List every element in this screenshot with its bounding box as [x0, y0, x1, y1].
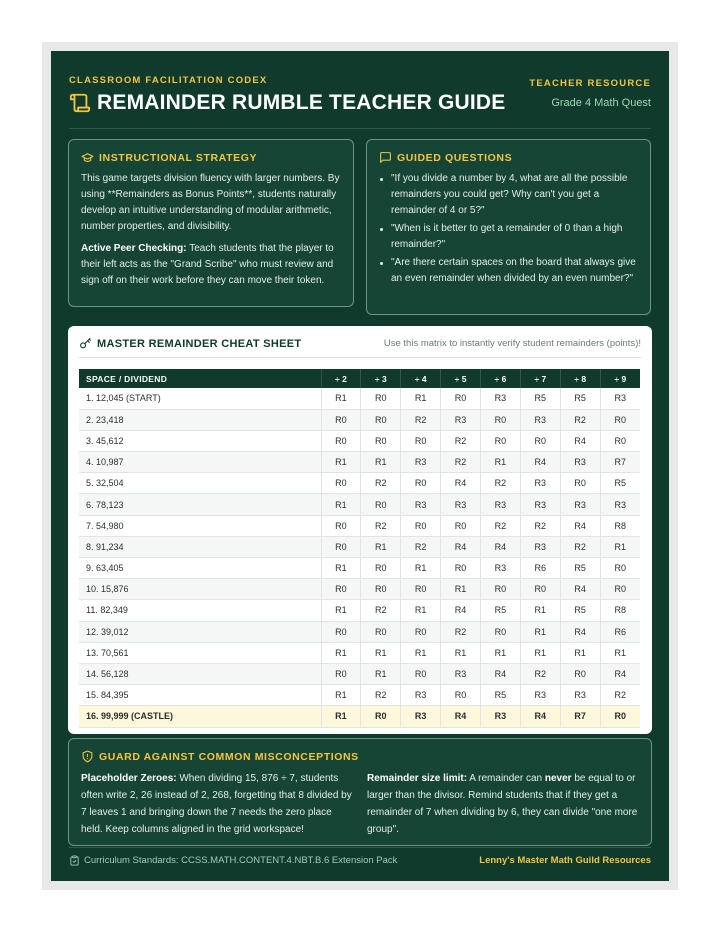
remainder-cell: R0: [361, 430, 401, 451]
remainder-cell: R0: [560, 663, 600, 684]
space-cell: 1. 12,045 (START): [79, 388, 321, 409]
remainder-cell: R4: [560, 621, 600, 642]
peer-checking-label: Active Peer Checking:: [81, 243, 187, 254]
remainder-cell: R0: [600, 558, 640, 579]
remainder-cell: R1: [321, 642, 361, 663]
remainder-cell: R0: [401, 473, 441, 494]
standards-text: Curriculum Standards: CCSS.MATH.CONTENT.4.NBT.B.6 Extension Pack: [84, 855, 398, 866]
remainder-cell: R0: [481, 409, 521, 430]
table-row: [79, 430, 640, 451]
questions-heading: [379, 151, 638, 164]
remainder-cell: R0: [441, 388, 481, 409]
remainder-cell: R3: [481, 706, 521, 727]
space-cell: 7. 54,980: [79, 515, 321, 536]
remainder-cell: R4: [481, 663, 521, 684]
remainder-cell: R1: [321, 706, 361, 727]
remainder-cell: R5: [481, 685, 521, 706]
remainder-cell: R1: [361, 536, 401, 557]
remainder-cell: R2: [600, 685, 640, 706]
space-cell: 2. 23,418: [79, 409, 321, 430]
guide-page: [51, 51, 669, 881]
column-header-divisor: ÷ 2: [321, 369, 361, 388]
resource-label: TEACHER RESOURCE: [529, 78, 651, 89]
column-header-divisor: ÷ 4: [401, 369, 441, 388]
remainder-cell: R2: [481, 515, 521, 536]
remainder-cell: R2: [441, 452, 481, 473]
space-cell: 8. 91,234: [79, 536, 321, 557]
remainder-cell: R3: [520, 536, 560, 557]
remainder-cell: R0: [520, 430, 560, 451]
remainder-cell: R3: [520, 685, 560, 706]
remainder-cell: R0: [600, 579, 640, 600]
remainder-cell: R0: [600, 409, 640, 430]
table-row: [79, 685, 640, 706]
remainder-cell: R5: [481, 600, 521, 621]
space-cell: 13. 70,561: [79, 642, 321, 663]
remainder-cell: R4: [520, 452, 560, 473]
strategy-heading: [81, 151, 341, 164]
remainder-cell: R3: [520, 473, 560, 494]
misconceptions-title: GUARD AGAINST COMMON MISCONCEPTIONS: [99, 750, 359, 763]
peer-checking-body: Teach students that the player to their left acts as the "Grand Scribe" who must review and sign off on their work before they can move their token.: [81, 243, 334, 286]
remainder-cell: R7: [560, 706, 600, 727]
remainder-cell: R8: [600, 600, 640, 621]
placeholder-zeroes-text: [81, 770, 353, 838]
remainder-cell: R5: [600, 473, 640, 494]
scroll-icon: [69, 92, 91, 114]
questions-list: [379, 171, 638, 287]
clipboard-check-icon: [69, 855, 80, 866]
remainder-cell: R1: [560, 642, 600, 663]
remainder-cell: R0: [481, 579, 521, 600]
remainder-cell: R2: [560, 536, 600, 557]
remainder-limit-label: Remainder size limit:: [367, 773, 468, 784]
remainder-cell: R2: [520, 663, 560, 684]
table-body: [79, 388, 640, 727]
remainder-cell: R3: [560, 494, 600, 515]
remainder-cell: R1: [321, 685, 361, 706]
page-title-row: [69, 91, 506, 115]
remainder-cell: R3: [441, 494, 481, 515]
remainder-cell: R0: [321, 536, 361, 557]
remainder-cell: R1: [321, 600, 361, 621]
strategy-title: INSTRUCTIONAL STRATEGY: [99, 151, 258, 164]
remainder-cell: R0: [401, 515, 441, 536]
remainder-cell: R3: [560, 685, 600, 706]
table-header-row: [79, 369, 640, 388]
table-row: [79, 579, 640, 600]
remainder-cell: R8: [600, 515, 640, 536]
cheat-sheet-heading: [79, 337, 301, 350]
remainder-cell: R1: [481, 452, 521, 473]
table-row: [79, 663, 640, 684]
remainder-cell: R1: [321, 452, 361, 473]
remainder-limit-text: [367, 770, 639, 838]
remainder-cell: R0: [321, 409, 361, 430]
remainder-cell: R6: [600, 621, 640, 642]
remainder-cell: R2: [361, 473, 401, 494]
space-cell: 9. 63,405: [79, 558, 321, 579]
remainder-cell: R3: [401, 685, 441, 706]
footer-credit: Lenny's Master Math Guild Resources: [479, 855, 651, 866]
page-footer: [69, 847, 651, 869]
table-row: [79, 388, 640, 409]
remainder-cell: R4: [441, 706, 481, 727]
remainder-cell: R0: [600, 706, 640, 727]
remainder-cell: R1: [401, 388, 441, 409]
remainder-cell: R0: [481, 621, 521, 642]
placeholder-zeroes-label: Placeholder Zeroes:: [81, 773, 177, 784]
grade-label: Grade 4 Math Quest: [551, 97, 651, 109]
remainder-cell: R5: [560, 388, 600, 409]
remainder-cell: R0: [520, 579, 560, 600]
header-kicker: CLASSROOM FACILITATION CODEX: [69, 75, 268, 86]
remainder-cell: R3: [600, 494, 640, 515]
remainder-cell: R4: [560, 579, 600, 600]
remainder-cell: R3: [481, 558, 521, 579]
remainder-cell: R2: [361, 685, 401, 706]
remainder-cell: R0: [441, 685, 481, 706]
space-cell: 11. 82,349: [79, 600, 321, 621]
table-row: [79, 706, 640, 727]
remainder-cell: R0: [321, 621, 361, 642]
misconceptions-card: [68, 738, 652, 846]
remainder-cell: R3: [401, 706, 441, 727]
remainder-cell: R0: [401, 579, 441, 600]
remainder-cell: R2: [441, 621, 481, 642]
remainder-cell: R1: [520, 621, 560, 642]
remainder-cell: R2: [520, 515, 560, 536]
remainder-cell: R1: [401, 642, 441, 663]
remainder-cell: R4: [600, 663, 640, 684]
misconceptions-columns: [81, 770, 639, 838]
remainder-cell: R0: [560, 473, 600, 494]
remainder-cell: R7: [600, 452, 640, 473]
strategy-card: [68, 139, 354, 307]
chat-bubble-icon: [379, 151, 392, 164]
question-item: "Are there certain spaces on the board that always give an even remainder when divided by an even number?": [379, 255, 638, 287]
remainder-cell: R3: [481, 388, 521, 409]
remainder-cell: R3: [560, 452, 600, 473]
remainder-cell: R0: [361, 494, 401, 515]
column-header-divisor: ÷ 5: [441, 369, 481, 388]
remainder-cell: R3: [441, 663, 481, 684]
remainder-cell: R3: [481, 494, 521, 515]
questions-title: GUIDED QUESTIONS: [397, 151, 513, 164]
placeholder-zeroes-body: When dividing 15, 876 ÷ 7, students often write 2, 26 instead of 2, 268, forgetting that 8 divided by 7 leaves 1 and bringing down the 7 needs the zero place held. Keep columns aligned in the grid workspace!: [81, 773, 352, 835]
table-row: [79, 621, 640, 642]
remainder-cell: R1: [600, 642, 640, 663]
table-row: [79, 452, 640, 473]
questions-card: [366, 139, 651, 315]
remainder-cell: R0: [441, 558, 481, 579]
remainder-cell: R1: [361, 452, 401, 473]
cheat-sheet-title: MASTER REMAINDER CHEAT SHEET: [97, 337, 302, 350]
peer-checking-text: [81, 241, 341, 289]
remainder-cell: R0: [401, 621, 441, 642]
table-row: [79, 473, 640, 494]
remainder-cell: R0: [361, 706, 401, 727]
cheat-sheet-panel: [68, 326, 652, 734]
misconceptions-heading: [81, 750, 639, 763]
standards-line: [69, 855, 397, 866]
remainder-cell: R2: [401, 409, 441, 430]
remainder-cell: R2: [361, 515, 401, 536]
remainder-cell: R2: [441, 430, 481, 451]
table-row: [79, 409, 640, 430]
remainder-cell: R1: [361, 642, 401, 663]
remainder-cell: R4: [560, 430, 600, 451]
page-title: REMAINDER RUMBLE TEACHER GUIDE: [97, 91, 506, 114]
remainder-cell: R3: [441, 409, 481, 430]
remainder-cell: R5: [560, 558, 600, 579]
column-header-divisor: ÷ 6: [481, 369, 521, 388]
column-header-space: SPACE / DIVIDEND: [79, 369, 321, 388]
remainder-cell: R1: [321, 494, 361, 515]
column-header-divisor: ÷ 9: [600, 369, 640, 388]
remainder-cell: R2: [560, 409, 600, 430]
remainder-cell: R0: [401, 430, 441, 451]
remainder-cell: R1: [600, 536, 640, 557]
remainder-cell: R0: [481, 430, 521, 451]
remainder-cell: R0: [361, 388, 401, 409]
remainder-cell: R0: [361, 621, 401, 642]
remainder-cell: R1: [481, 642, 521, 663]
remainder-cell: R1: [361, 663, 401, 684]
remainder-cell: R1: [520, 642, 560, 663]
header-meta: [529, 78, 651, 109]
key-icon: [79, 337, 92, 350]
remainder-cell: R1: [520, 600, 560, 621]
remainder-cell: R4: [481, 536, 521, 557]
remainder-cell: R0: [600, 430, 640, 451]
remainder-cell: R4: [441, 536, 481, 557]
space-cell: 5. 32,504: [79, 473, 321, 494]
cheat-sheet-header: [79, 336, 641, 351]
table-row: [79, 536, 640, 557]
question-item: "When is it better to get a remainder of 0 than a high remainder?": [379, 221, 638, 253]
remainder-cell: R1: [401, 558, 441, 579]
space-cell: 16. 99,999 (CASTLE): [79, 706, 321, 727]
remainder-cell: R0: [361, 409, 401, 430]
remainder-cell: R3: [600, 388, 640, 409]
remainder-table: [79, 369, 640, 728]
table-row: [79, 515, 640, 536]
remainder-cell: R4: [520, 706, 560, 727]
remainder-cell: R4: [441, 600, 481, 621]
remainder-cell: R1: [441, 642, 481, 663]
space-cell: 4. 10,987: [79, 452, 321, 473]
space-cell: 3. 45,612: [79, 430, 321, 451]
remainder-cell: R2: [481, 473, 521, 494]
remainder-cell: R3: [401, 452, 441, 473]
remainder-cell: R5: [560, 600, 600, 621]
remainder-cell: R4: [560, 515, 600, 536]
remainder-cell: R6: [520, 558, 560, 579]
remainder-cell: R1: [401, 600, 441, 621]
remainder-cell: R0: [321, 515, 361, 536]
remainder-cell: R2: [361, 600, 401, 621]
remainder-cell: R0: [361, 558, 401, 579]
remainder-cell: R2: [401, 536, 441, 557]
remainder-cell: R3: [520, 409, 560, 430]
remainder-cell: R0: [321, 430, 361, 451]
space-cell: 15. 84,395: [79, 685, 321, 706]
column-header-divisor: ÷ 7: [520, 369, 560, 388]
shield-alert-icon: [81, 750, 94, 763]
remainder-cell: R0: [321, 579, 361, 600]
remainder-cell: R5: [520, 388, 560, 409]
space-cell: 6. 78,123: [79, 494, 321, 515]
page-header: [69, 73, 651, 129]
graduation-cap-icon: [81, 151, 94, 164]
remainder-cell: R1: [321, 388, 361, 409]
remainder-cell: R0: [401, 663, 441, 684]
remainder-cell: R3: [520, 494, 560, 515]
remainder-cell: R0: [321, 473, 361, 494]
table-row: [79, 600, 640, 621]
column-header-divisor: ÷ 3: [361, 369, 401, 388]
space-cell: 10. 15,876: [79, 579, 321, 600]
table-row: [79, 642, 640, 663]
remainder-cell: R4: [441, 473, 481, 494]
table-row: [79, 494, 640, 515]
strategy-body: This game targets division fluency with larger numbers. By using **Remainders as Bonus Points**, students naturally develop an intuitive understanding of modular arithmetic, number properties, and divisibility.: [81, 173, 340, 232]
remainder-cell: R0: [321, 663, 361, 684]
question-item: "If you divide a number by 4, what are all the possible remainders you could get? Why can't you get a remainder of 4 or 5?": [379, 171, 638, 219]
remainder-limit-emphasis: never: [544, 773, 572, 784]
remainder-cell: R0: [441, 515, 481, 536]
remainder-cell: R1: [441, 579, 481, 600]
column-header-divisor: ÷ 8: [560, 369, 600, 388]
cheat-sheet-note: Use this matrix to instantly verify student remainders (points)!: [383, 338, 641, 349]
remainder-cell: R1: [321, 558, 361, 579]
table-row: [79, 558, 640, 579]
divider: [79, 357, 641, 358]
space-cell: 14. 56,128: [79, 663, 321, 684]
remainder-limit-body-2: be equal to or larger than the divisor. Remind students that if they get a remainder of 7 when dividing by 6, they can divide "one more group".: [367, 773, 638, 835]
remainder-cell: R0: [361, 579, 401, 600]
remainder-limit-body-1: A remainder can: [467, 773, 545, 784]
remainder-cell: R3: [401, 494, 441, 515]
space-cell: 12. 39,012: [79, 621, 321, 642]
